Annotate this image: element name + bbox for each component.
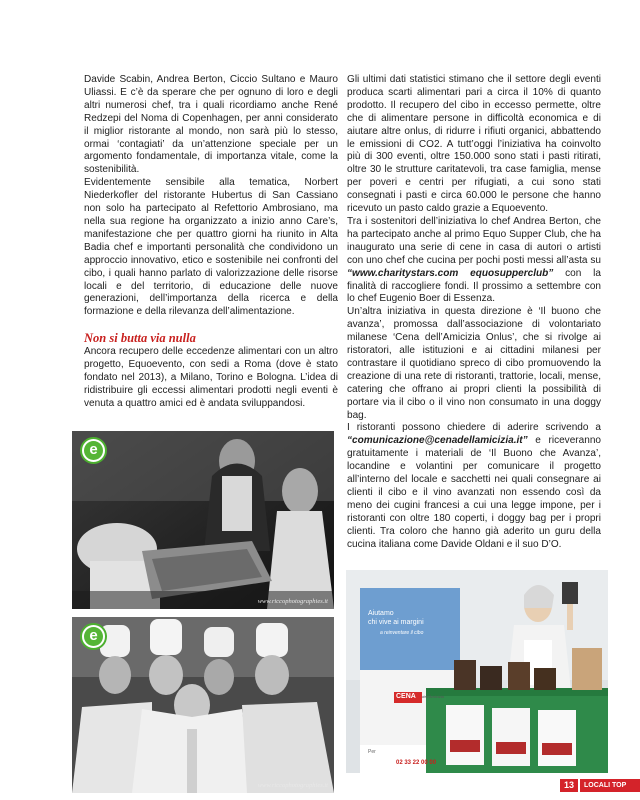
paragraph: Ancora recupero delle eccedenze alimentari con un altro progetto, Equoevento, con sedi a Roma (dove è stato fondato nel 2013), a Milano, Torino e Bologna. L’idea di ridistribuire gli eccessi alimentari prodotti negli eventi è venuta a quattro amici ed è andata sviluppandosi.: [84, 346, 338, 409]
photo-chefs-group: [72, 617, 334, 793]
page-number: 13: [560, 779, 578, 792]
page-footer: [560, 779, 640, 792]
paragraph: [347, 216, 601, 306]
paragraph-text: I ristoranti possono chiedere di aderire scrivendo a: [347, 422, 601, 434]
equoevento-e-icon: e: [84, 627, 103, 646]
banner-logo-sub: dell'Amicizia: [422, 694, 444, 699]
paragraph: Davide Scabin, Andrea Berton, Ciccio Sultano e Mauro Uliassi. E c’è da sperare che per ognuno di loro e degli altri numerosi chef, tra i quali ricordiamo anche René Redzepi del Noma di Copenhagen, per anni considerato il miglior ristorante al mondo, non sarà più lo stesso, ormai ‘contagiati’ da un’attenzione speciale per un argomento fondamentale, di importanza vitale, come la sostenibilità.: [84, 74, 338, 176]
photo-chefs-serving-image: [72, 431, 334, 609]
charitystars-link[interactable]: “www.charitystars.com equosupperclub”: [347, 267, 554, 279]
banner-bottom-text: Per: [368, 749, 376, 755]
banner-line-1: Aiutamo: [368, 610, 394, 617]
photo-credit: www.riccophotographies.it: [257, 782, 328, 789]
banner-line-2: chi vive ai margini: [368, 619, 424, 626]
photo-buono-che-avanza-image: [346, 570, 608, 773]
section-subheading: Non si butta via nulla: [84, 331, 196, 346]
paragraph-text: con la finalità di raccogliere fondi. Il prossimo a settembre con lo chef Eugenio Boer di Essenza.: [347, 267, 601, 305]
paragraph-text: Tra i sostenitori dell’iniziativa lo chef Andrea Berton, che ha partecipato anche al primo Equo Supper Club, che ha inaugurato una serie di cene in casa di autori o artisti con uno chef che cucina per pochi posti messi all’asta su: [347, 215, 601, 266]
photo-credit: www.riccophotographies.it: [257, 598, 328, 605]
paragraph: Evidentemente sensibile alla tematica, Norbert Niederkofler del ristorante Hubertus di San Cassiano non solo ha partecipato al Refettorio Ambrosiano, ma nella sua regione ha organizzato a inizio anno Care’s, manifestazione che per quattro giorni ha riunito in Alta Badia chef e importanti personalità che condividono un approccio innovativo, etico e sostenibile nei confronti del cibo, i quali hanno parlato di valorizzazione delle risorse locali e del territorio, di educazione delle nuove generazioni, dell’importanza della ricerca e della formazione e della rilevanza dell’alimentazione.: [84, 177, 338, 318]
banner-logo: CENA: [396, 693, 416, 700]
equoevento-badge: [80, 623, 107, 650]
photo-chefs-serving: [72, 431, 334, 609]
equoevento-badge: [80, 437, 107, 464]
photo-chefs-group-image: [72, 617, 334, 793]
email-link[interactable]: “comunicazione@cenadellamicizia.it”: [347, 435, 528, 447]
banner-line-3: a reinventare il cibo: [380, 630, 424, 636]
paragraph-text: e riceveranno gratuitamente i materiali de ‘Il Buono che Avanza’, locandine e volantini per comunicare il progetto all’interno del locale e sacchetti nei quali consegnare ai clienti il cibo e il vino avanzati non essendo così da meno dei cugini francesi a cui una legge impone, per i ristoranti con oltre 180 coperti, i doggy bag per i propri clienti. Tra coloro che hanno già aderito un guru della cucina italiana come Davide Oldani e il suo D’O.: [347, 435, 601, 550]
magazine-name: LOCALI TOP: [580, 779, 640, 792]
paragraph: Gli ultimi dati statistici stimano che il settore degli eventi produca scarti alimentari pari a circa il 10% di quanto prodotto. Il recupero del cibo in eccesso permette, oltre che di alimentare persone in difficoltà economica e di aiutare altre onlus, di ridurre i rifiuti organici, abbattendo le emissioni di CO2. A tutt’oggi l’iniziativa ha coinvolto più di 300 eventi, oltre 150.000 sono stati i pasti ritirati, oltre 30 le strutture caritatevoli, tra case famiglia, mense per poveri e centri per rifugiati, a cui sono stati consegnati i pasti e circa 60.000 le persone che hanno ricevuto un pasto caldo grazie a Equoevento.: [347, 74, 601, 215]
equoevento-e-icon: e: [84, 441, 103, 460]
photo-buono-che-avanza: [346, 570, 608, 773]
paragraph: [347, 422, 601, 551]
right-column: [347, 74, 601, 552]
paragraph: Un’altra iniziativa in questa direzione è ‘Il buono che avanza’, promossa dall’associazione di volontariato milanese ‘Cena dell’Amicizia Onlus’, che si rivolge ai ristoratori, alle istituzioni e ai cittadini milanesi per contrastare il quotidiano spreco di cibo promuovendo la creazione di una rete di ristoranti, trattorie, locali, mense, catering che offrano ai propri clienti la possibilità di portare via il cibo o il vino non consumato in una doggy bag.: [347, 306, 601, 421]
left-column: [84, 74, 338, 411]
banner-phone: 02 33 22 00 00: [396, 760, 437, 766]
